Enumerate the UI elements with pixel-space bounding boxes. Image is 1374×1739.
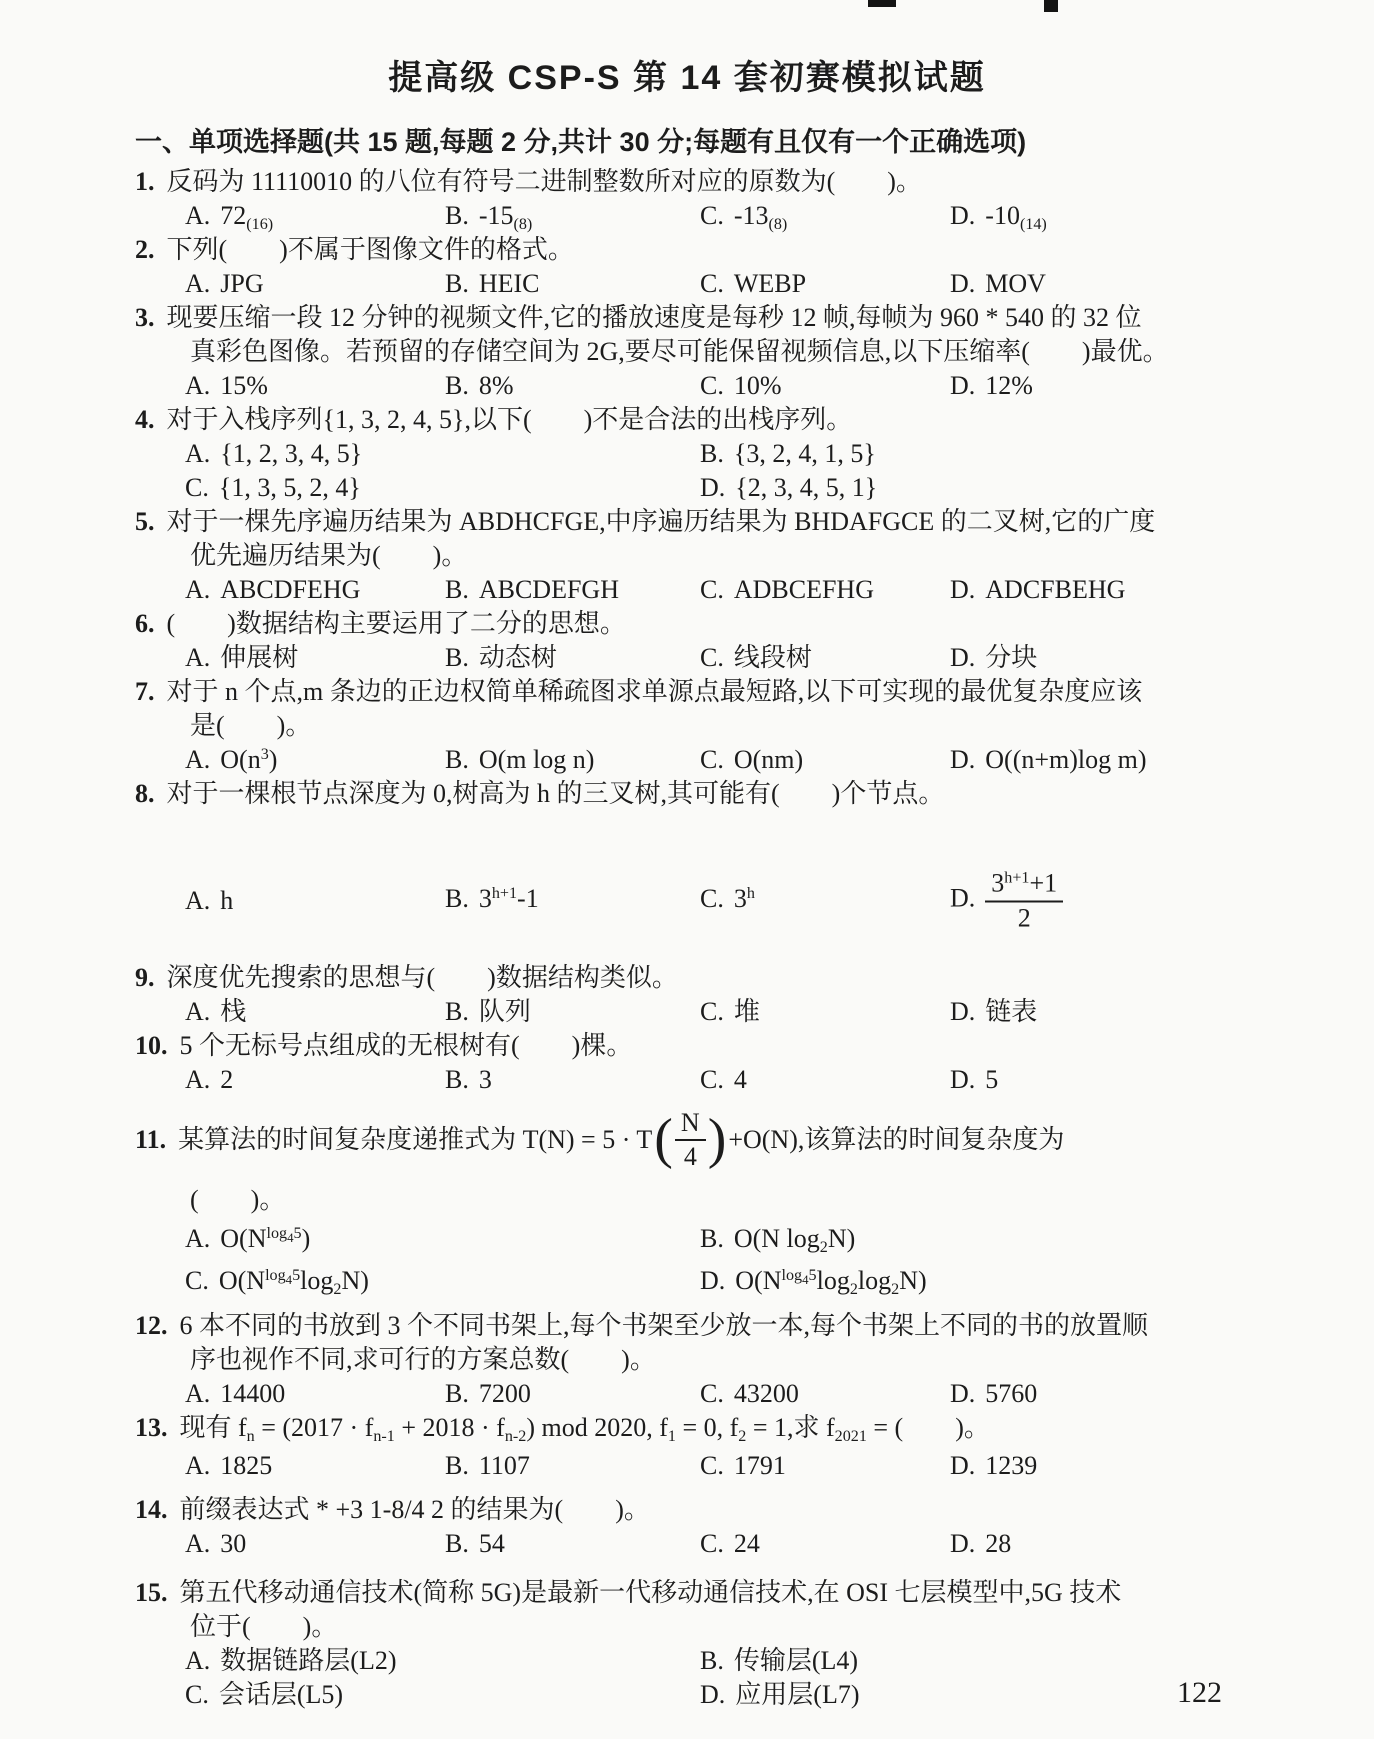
option-label: C. xyxy=(700,269,724,298)
scan-artifact xyxy=(1044,0,1058,12)
option-label: A. xyxy=(185,745,211,774)
option-text: $3^{h+1}-1$ xyxy=(478,884,539,913)
question-text xyxy=(135,403,1295,437)
options-row xyxy=(135,437,1295,471)
question-text xyxy=(135,165,1295,199)
option-b xyxy=(445,267,540,301)
option-label: B. xyxy=(445,884,469,913)
option-text: {3, 2, 4, 1, 5} xyxy=(733,439,876,468)
option-text: 传输层(L4) xyxy=(733,1646,859,1675)
question-line: 对于一棵根节点深度为 0,树高为 h 的三叉树,其可能有( )个节点。 xyxy=(166,779,945,808)
fraction-denominator: 2 xyxy=(1017,903,1031,932)
option-label: D. xyxy=(700,473,726,502)
fraction-numerator: $3^{h+1}+1$ xyxy=(985,868,1063,903)
option-b xyxy=(445,995,531,1029)
option-text: 动态树 xyxy=(478,643,557,672)
question-line: 下列( )不属于图像文件的格式。 xyxy=(166,235,574,264)
option-b xyxy=(700,437,876,471)
question-text xyxy=(135,301,1295,335)
big-paren-left: ( xyxy=(654,1108,673,1171)
question-text xyxy=(135,1493,1295,1527)
option-text: 1825 xyxy=(220,1451,273,1480)
options-row xyxy=(135,573,1295,607)
option-text: O(N $\log_2N$) xyxy=(733,1224,856,1256)
fraction xyxy=(675,1107,706,1174)
question-number: 13. xyxy=(135,1413,168,1442)
option-text: 1791 xyxy=(733,1451,786,1480)
options-row xyxy=(135,1063,1295,1097)
options-row xyxy=(135,1217,1295,1259)
option-text: HEIC xyxy=(478,269,540,298)
option-text: 会话层(L5) xyxy=(218,1680,344,1709)
option-text: 链表 xyxy=(985,997,1038,1026)
question-15 xyxy=(135,1576,1295,1712)
question-line: 6 本不同的书放到 3 个不同书架上,每个书架至少放一本,每个书架上不同的书的放置顺 xyxy=(179,1311,1149,1340)
question-number: 8. xyxy=(135,779,155,808)
option-text: JPG xyxy=(220,269,264,298)
option-a xyxy=(185,1527,246,1561)
question-number: 5. xyxy=(135,507,155,536)
option-label: C. xyxy=(700,1451,724,1480)
exam-body xyxy=(135,125,1295,1712)
option-b xyxy=(445,369,514,403)
option-label: D. xyxy=(950,1529,976,1558)
option-a xyxy=(185,1222,310,1260)
option-text: 10% xyxy=(733,371,782,400)
option-a xyxy=(185,1449,272,1483)
option-a xyxy=(185,1377,285,1411)
option-c xyxy=(700,267,806,301)
option-d xyxy=(950,267,1046,301)
question-number: 14. xyxy=(135,1495,168,1524)
question-3 xyxy=(135,301,1295,403)
option-text: 28 xyxy=(985,1529,1012,1558)
option-label: B. xyxy=(445,1451,469,1480)
option-label: D. xyxy=(950,269,976,298)
options-row xyxy=(135,641,1295,675)
question-line: 5 个无标号点组成的无根树有( )棵。 xyxy=(179,1031,633,1060)
option-text: 54 xyxy=(478,1529,505,1558)
question-5 xyxy=(135,505,1295,607)
fraction-denominator: 4 xyxy=(683,1142,697,1171)
option-d xyxy=(700,1264,927,1302)
options-row xyxy=(135,267,1295,301)
question-2 xyxy=(135,233,1295,301)
question-12 xyxy=(135,1309,1295,1411)
option-label: A. xyxy=(185,1529,211,1558)
option-label: B. xyxy=(445,1529,469,1558)
question-line: 对于入栈序列{1, 3, 2, 4, 5},以下( )不是合法的出栈序列。 xyxy=(166,405,853,434)
option-label: B. xyxy=(445,997,469,1026)
question-number: 1. xyxy=(135,167,155,196)
option-text: 3 xyxy=(478,1065,492,1094)
option-c xyxy=(700,1377,799,1411)
options-row xyxy=(135,199,1295,233)
fraction xyxy=(985,868,1063,935)
option-text: 30 xyxy=(220,1529,247,1558)
question-number: 6. xyxy=(135,609,155,638)
option-text: 43200 xyxy=(733,1379,799,1408)
option-label: C. xyxy=(700,371,724,400)
option-text: ADCFBEHG xyxy=(985,575,1126,604)
option-d xyxy=(950,743,1147,777)
question-text xyxy=(135,1097,1295,1183)
option-label: A. xyxy=(185,886,211,915)
options-row xyxy=(135,1527,1295,1561)
option-a xyxy=(185,995,246,1029)
question-text xyxy=(135,1309,1295,1343)
option-label: C. xyxy=(700,997,724,1026)
options-row xyxy=(135,1377,1295,1411)
option-text: $O(n^3)$ xyxy=(220,745,278,774)
option-c xyxy=(700,1063,747,1097)
question-number: 4. xyxy=(135,405,155,434)
option-c xyxy=(185,471,361,505)
option-text: 队列 xyxy=(478,997,531,1026)
question-number: 15. xyxy=(135,1578,168,1607)
options-row xyxy=(135,369,1295,403)
option-text: 分块 xyxy=(985,643,1038,672)
option-d xyxy=(950,995,1037,1029)
option-label: C. xyxy=(700,575,724,604)
option-d xyxy=(950,868,1063,935)
question-line: 深度优先搜索的思想与( )数据结构类似。 xyxy=(166,963,678,992)
option-a xyxy=(185,1063,233,1097)
options-row xyxy=(135,1259,1295,1301)
option-label: C. xyxy=(185,473,209,502)
question-line: 是( )。 xyxy=(190,711,312,740)
question-line: 现要压缩一段 12 分钟的视频文件,它的播放速度是每秒 12 帧,每帧为 960 * 540 的 32 位 xyxy=(166,303,1142,332)
option-label: D. xyxy=(700,1680,726,1709)
options-row xyxy=(135,743,1295,777)
option-d xyxy=(950,1063,998,1097)
option-text: {2, 3, 4, 5, 1} xyxy=(735,473,878,502)
option-label: B. xyxy=(700,439,724,468)
option-text: 栈 xyxy=(220,997,247,1026)
option-label: D. xyxy=(950,1451,976,1480)
question-text xyxy=(135,233,1295,267)
question-line: 对于 n 个点,m 条边的正边权简单稀疏图求单源点最短路,以下可实现的最优复杂度应该 xyxy=(166,677,1143,706)
option-c xyxy=(700,1527,760,1561)
question-number: 12. xyxy=(135,1311,168,1340)
option-text: 5 xyxy=(985,1065,999,1094)
question-text xyxy=(135,777,1295,811)
option-label: C. xyxy=(700,1529,724,1558)
options-row xyxy=(135,1678,1295,1712)
big-paren-right: ) xyxy=(707,1108,727,1171)
option-text: ABCDFEHG xyxy=(220,575,361,604)
option-label: B. xyxy=(700,1224,724,1253)
option-text: 4 xyxy=(733,1065,747,1094)
option-label: C. xyxy=(700,643,724,672)
question-7 xyxy=(135,675,1295,777)
question-line: 现有 $f_n = (2017 \cdot f_{n-1} + 2018 \cdot f_{n-2})$ mod 2020, $f_1 = 0$, $f_2 = 1$,求 $f_{2021}$ = ( )。 xyxy=(179,1413,990,1445)
option-d xyxy=(950,641,1037,675)
option-text: 伸展树 xyxy=(220,643,299,672)
option-text: 3$^h$ xyxy=(733,884,755,913)
option-label: A. xyxy=(185,371,211,400)
option-c xyxy=(700,882,755,920)
option-label: D. xyxy=(950,1065,976,1094)
option-label: A. xyxy=(185,1451,211,1480)
option-b xyxy=(445,641,557,675)
option-text: 堆 xyxy=(733,997,760,1026)
option-a xyxy=(185,199,273,237)
formula-pre: 某算法的时间复杂度递推式为 T(N) = 5 · T xyxy=(178,1125,653,1154)
option-label: B. xyxy=(445,1379,469,1408)
option-label: D. xyxy=(700,1266,726,1295)
question-number: 11. xyxy=(135,1125,167,1154)
option-a xyxy=(185,369,268,403)
option-label: B. xyxy=(445,575,469,604)
question-line: ( )。 xyxy=(190,1185,286,1214)
option-d xyxy=(950,1527,1011,1561)
option-label: A. xyxy=(185,997,211,1026)
options-row xyxy=(135,811,1295,961)
option-label: C. xyxy=(700,1379,724,1408)
option-c xyxy=(700,199,787,237)
option-label: C. xyxy=(700,201,724,230)
option-d xyxy=(700,1678,859,1712)
option-label: C. xyxy=(700,884,724,913)
option-a xyxy=(185,884,233,918)
question-14 xyxy=(135,1493,1295,1561)
option-c xyxy=(700,995,760,1029)
option-label: B. xyxy=(445,643,469,672)
option-text: 12% xyxy=(985,371,1033,400)
option-text: h xyxy=(220,886,234,915)
option-text: $O(N^{log_45}\log_2N)$ xyxy=(218,1266,369,1298)
option-label: A. xyxy=(185,1065,211,1094)
options-row xyxy=(135,1644,1295,1678)
option-text: 应用层(L7) xyxy=(735,1680,860,1709)
question-1 xyxy=(135,165,1295,233)
option-text: 1239 xyxy=(985,1451,1038,1480)
option-d xyxy=(950,1449,1037,1483)
option-text: 1107 xyxy=(478,1451,530,1480)
option-label: B. xyxy=(700,1646,724,1675)
option-d xyxy=(950,199,1047,237)
option-label: A. xyxy=(185,201,211,230)
question-text xyxy=(135,675,1295,709)
option-text: O((n+m)log m) xyxy=(985,745,1147,774)
option-label: A. xyxy=(185,1224,211,1253)
option-text: 14400 xyxy=(220,1379,286,1408)
question-number: 9. xyxy=(135,963,155,992)
option-text: $-15_{(8)}$ xyxy=(478,201,533,233)
question-9 xyxy=(135,961,1295,1029)
question-number: 2. xyxy=(135,235,155,264)
option-text: {1, 2, 3, 4, 5} xyxy=(220,439,363,468)
option-a xyxy=(185,437,362,471)
option-a xyxy=(185,573,360,607)
option-label: B. xyxy=(445,201,469,230)
question-11 xyxy=(135,1097,1295,1301)
option-label: D. xyxy=(950,745,976,774)
question-line: 第五代移动通信技术(简称 5G)是最新一代移动通信技术,在 OSI 七层模型中,5G 技术 xyxy=(179,1578,1122,1607)
option-label: C. xyxy=(185,1680,209,1709)
option-label: C. xyxy=(700,745,724,774)
question-number: 3. xyxy=(135,303,155,332)
option-text: WEBP xyxy=(733,269,807,298)
option-text: {1, 3, 5, 2, 4} xyxy=(218,473,361,502)
page-title: 提高级 CSP-S 第 14 套初赛模拟试题 xyxy=(388,59,986,97)
question-4 xyxy=(135,403,1295,505)
options-row xyxy=(135,995,1295,1029)
option-label: A. xyxy=(185,643,211,672)
question-text xyxy=(135,1411,1295,1449)
options-row xyxy=(135,471,1295,505)
option-d xyxy=(950,369,1033,403)
option-b xyxy=(700,1222,855,1260)
option-b xyxy=(445,199,532,237)
question-line: 前缀表达式 * +3 1-8/4 2 的结果为( )。 xyxy=(179,1495,650,1524)
option-c xyxy=(185,1678,343,1712)
option-c xyxy=(700,573,874,607)
question-line: 优先遍历结果为( )。 xyxy=(190,541,468,570)
question-line: 真彩色图像。若预留的存储空间为 2G,要尽可能保留视频信息,以下压缩率( )最优。 xyxy=(190,337,1169,366)
question-text xyxy=(135,505,1295,539)
section-heading-rest: (共 15 题,每题 2 分,共计 30 分;每题有且仅有一个正确选项) xyxy=(324,127,1027,157)
question-text xyxy=(135,961,1295,995)
option-text: 数据链路层(L2) xyxy=(220,1646,397,1675)
option-label: B. xyxy=(445,1065,469,1094)
option-b xyxy=(445,573,619,607)
page-number: 122 xyxy=(1177,1676,1222,1709)
option-b xyxy=(445,882,539,920)
question-text xyxy=(135,1029,1295,1063)
option-text: 8% xyxy=(478,371,514,400)
fraction-numerator: N xyxy=(675,1107,706,1142)
option-text: $O(N^{log_45})$ xyxy=(220,1224,311,1253)
option-c xyxy=(700,1449,786,1483)
option-text: ABCDEFGH xyxy=(478,575,619,604)
question-number: 10. xyxy=(135,1031,168,1060)
option-label: D. xyxy=(950,643,976,672)
option-a xyxy=(185,641,298,675)
option-c xyxy=(700,641,812,675)
option-label: A. xyxy=(185,1646,211,1675)
question-line: 位于( )。 xyxy=(190,1612,338,1641)
option-text: $72_{(16)}$ xyxy=(220,201,274,233)
question-text xyxy=(135,607,1295,641)
options-row xyxy=(135,1449,1295,1483)
option-b xyxy=(445,1063,492,1097)
option-c xyxy=(700,369,782,403)
option-label: B. xyxy=(445,269,469,298)
question-line: 对于一棵先序遍历结果为 ABDHCFGE,中序遍历结果为 BHDAFGCE 的二叉树,它的广度 xyxy=(166,507,1156,536)
option-text: 线段树 xyxy=(733,643,812,672)
option-b xyxy=(700,1644,858,1678)
section-heading xyxy=(135,125,1295,159)
option-b xyxy=(445,1527,505,1561)
option-label: D. xyxy=(950,201,976,230)
option-text: 5760 xyxy=(985,1379,1038,1408)
question-6 xyxy=(135,607,1295,675)
option-a xyxy=(185,1644,396,1678)
option-label: A. xyxy=(185,1379,211,1408)
option-label: D. xyxy=(950,575,976,604)
option-text: $-13_{(8)}$ xyxy=(733,201,788,233)
option-label: C. xyxy=(185,1266,209,1295)
option-text: O(m log n) xyxy=(478,745,595,774)
option-b xyxy=(445,1449,530,1483)
option-text: 2 xyxy=(220,1065,234,1094)
option-text: ADBCEFHG xyxy=(733,575,874,604)
option-text: 24 xyxy=(733,1529,760,1558)
option-text: MOV xyxy=(985,269,1046,298)
option-label: D. xyxy=(950,371,976,400)
option-b xyxy=(445,743,594,777)
option-text: $-10_{(14)}$ xyxy=(985,201,1047,233)
question-13 xyxy=(135,1411,1295,1483)
option-a xyxy=(185,267,264,301)
option-label: C. xyxy=(700,1065,724,1094)
option-text: 7200 xyxy=(478,1379,531,1408)
option-label: A. xyxy=(185,575,211,604)
option-text: $O(N^{log_45}\log_2\log_2N)$ xyxy=(735,1266,927,1298)
question-number: 7. xyxy=(135,677,155,706)
question-text xyxy=(135,1576,1295,1610)
question-10 xyxy=(135,1029,1295,1097)
option-d xyxy=(950,573,1125,607)
option-label: A. xyxy=(185,269,211,298)
option-b xyxy=(445,1377,531,1411)
option-label: B. xyxy=(445,371,469,400)
question-line: 反码为 11110010 的八位有符号二进制整数所对应的原数为( )。 xyxy=(166,167,922,196)
option-label: B. xyxy=(445,745,469,774)
option-c xyxy=(185,1264,369,1302)
question-line: ( )数据结构主要运用了二分的思想。 xyxy=(166,609,626,638)
option-label: D. xyxy=(950,997,976,1026)
option-c xyxy=(700,743,803,777)
option-label: D. xyxy=(950,883,976,913)
option-d xyxy=(950,1377,1037,1411)
option-text: O(nm) xyxy=(733,745,804,774)
question-8 xyxy=(135,777,1295,961)
option-label: A. xyxy=(185,439,211,468)
option-text: 15% xyxy=(220,371,268,400)
scan-artifact xyxy=(868,0,896,7)
option-label: D. xyxy=(950,1379,976,1408)
section-heading-bold: 一、单项选择题 xyxy=(135,127,324,157)
option-d xyxy=(700,471,877,505)
question-line: 序也视作不同,求可行的方案总数( )。 xyxy=(190,1345,656,1374)
option-a xyxy=(185,743,277,781)
formula-post: +O(N),该算法的时间复杂度为 xyxy=(728,1125,1065,1154)
